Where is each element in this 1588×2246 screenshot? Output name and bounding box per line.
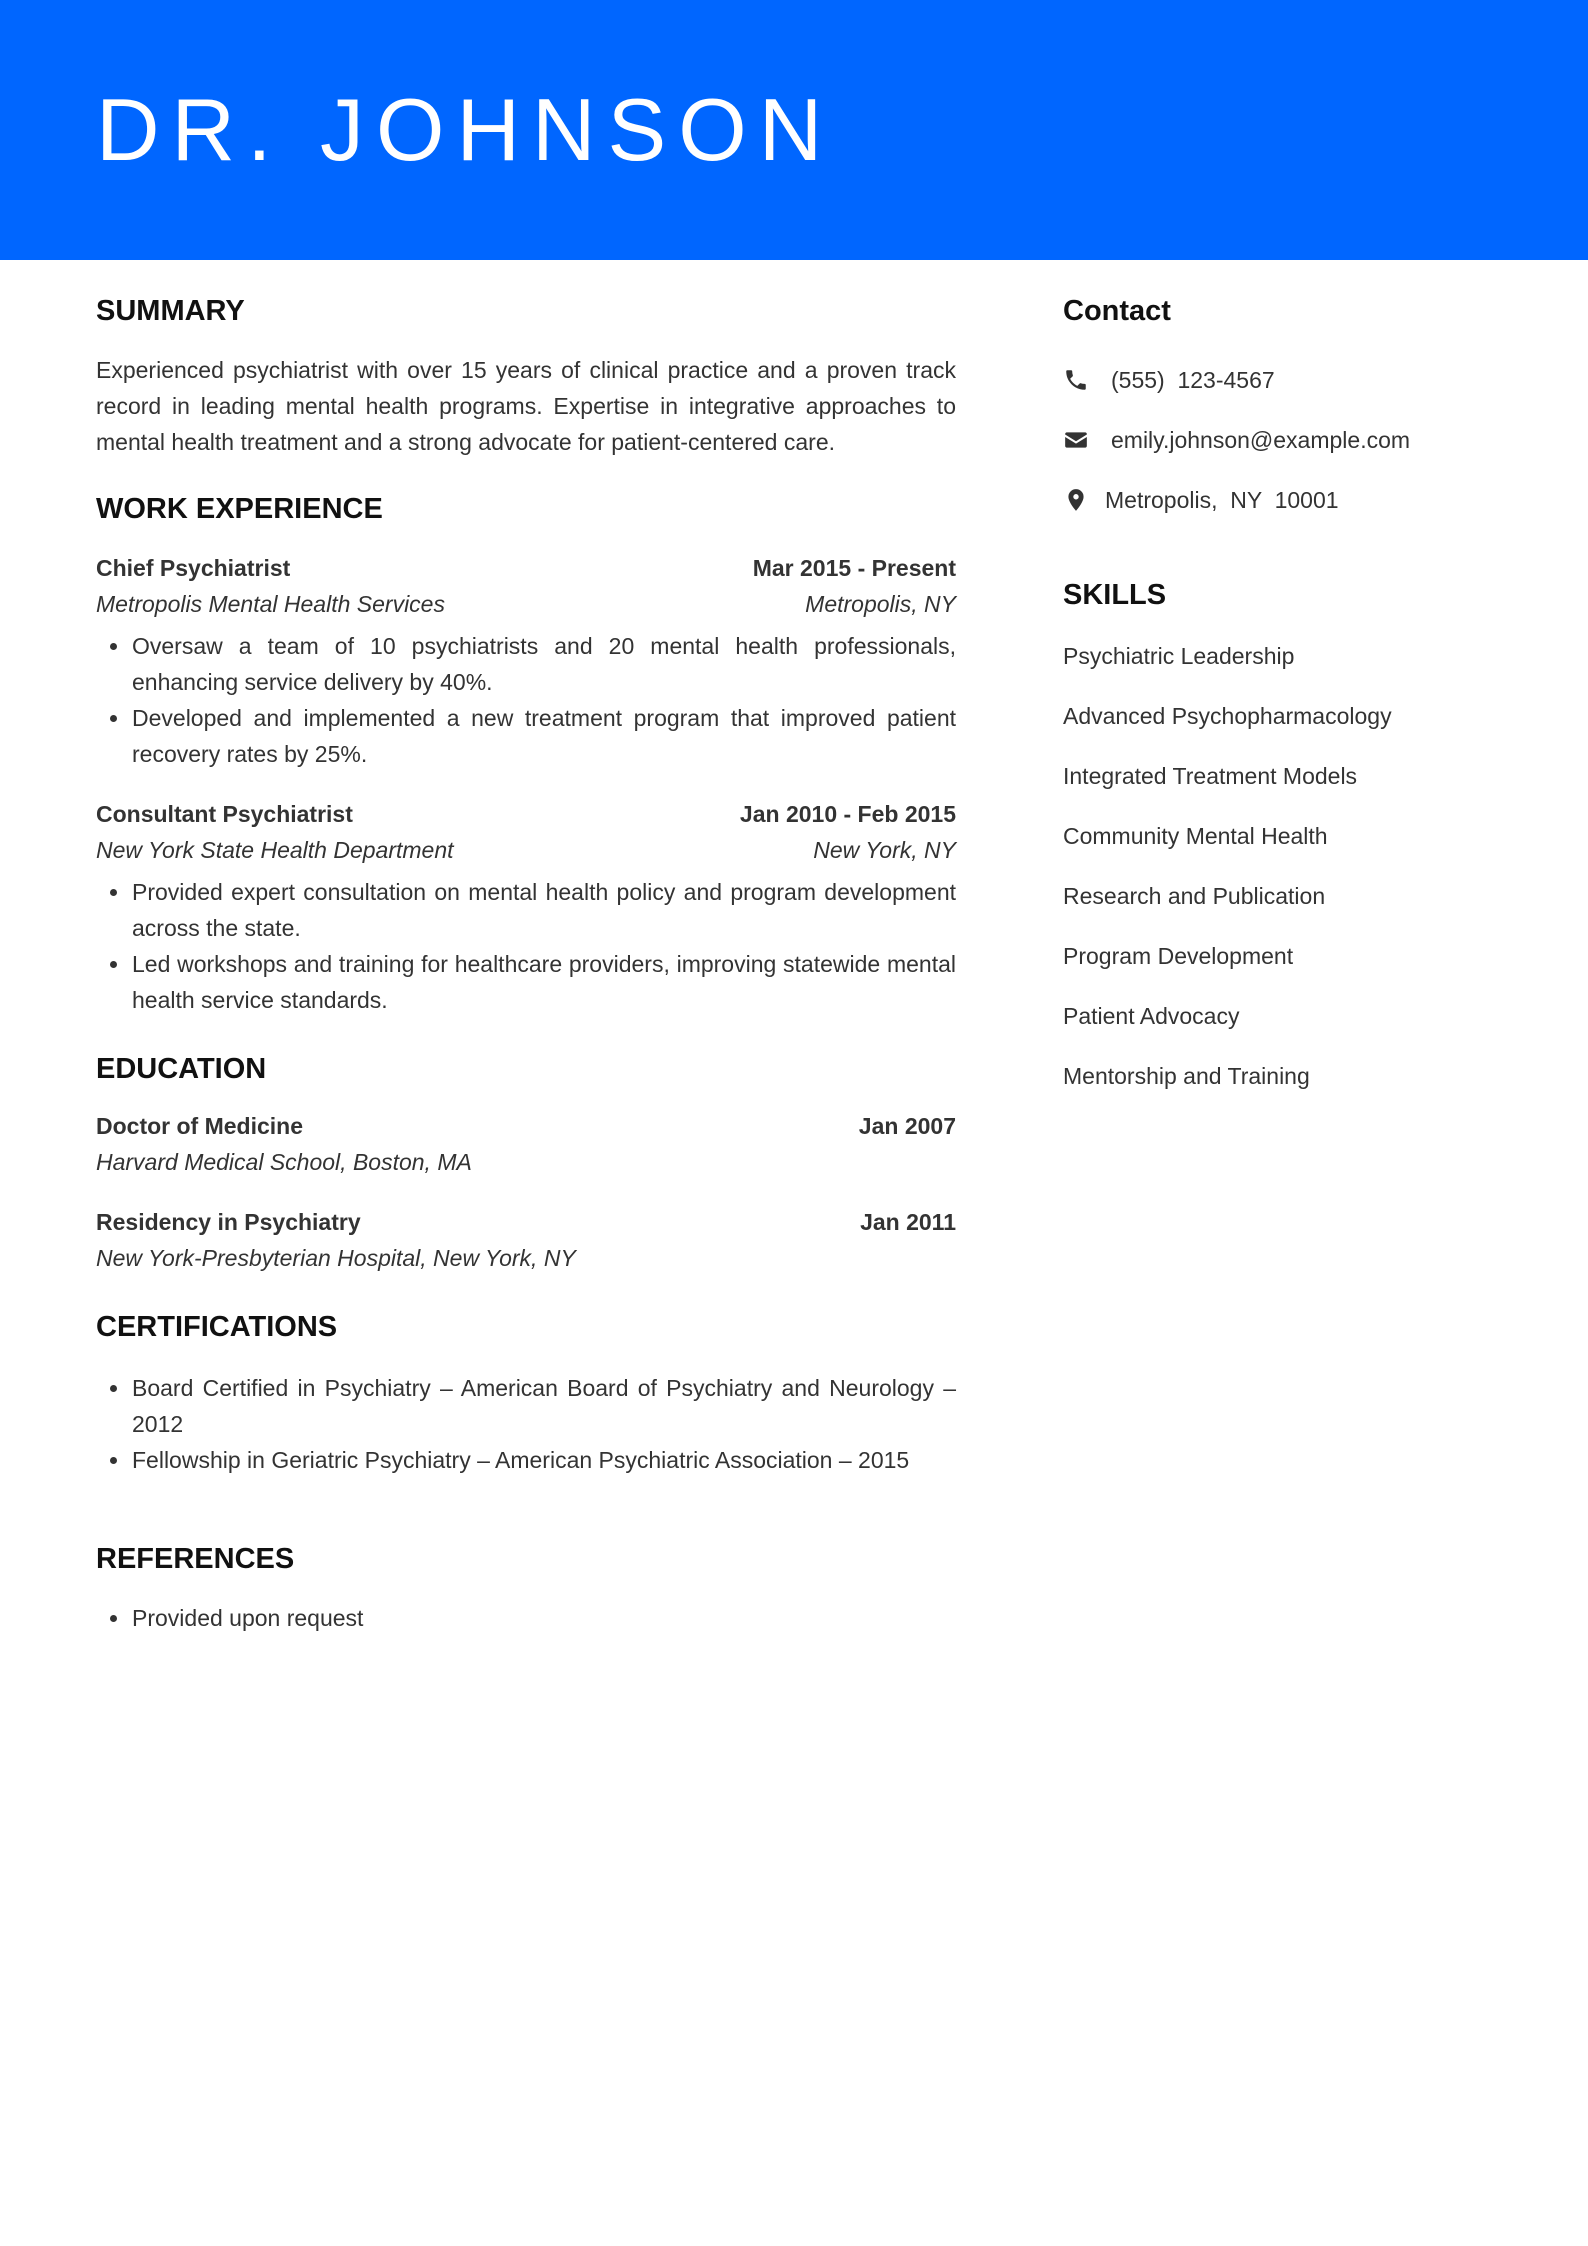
education-date: Jan 2007: [858, 1113, 956, 1139]
certifications-list: [96, 1370, 956, 1478]
work-title: WORK EXPERIENCE: [96, 493, 383, 525]
contact-phone[interactable]: [1063, 362, 1493, 398]
contact-email-text: emily.johnson@example.com: [1111, 426, 1411, 453]
job-org: Metropolis Mental Health Services: [96, 591, 445, 617]
header-banner: [0, 0, 1588, 260]
job-bullet: Led workshops and training for healthcare providers, improving statewide mental health service standards.: [96, 946, 956, 1018]
skill-item: Patient Advocacy: [1063, 1003, 1240, 1029]
skill-item: Community Mental Health: [1063, 823, 1328, 849]
contact-phone-text: (555) 123-4567: [1111, 366, 1275, 393]
job-role: Chief Psychiatrist: [96, 555, 291, 581]
certifications-section: [96, 1306, 956, 1478]
education-entry: [96, 1204, 956, 1276]
references-title: REFERENCES: [96, 1543, 295, 1575]
skills-title: SKILLS: [1063, 579, 1167, 611]
skill-item: Advanced Psychopharmacology: [1063, 703, 1392, 729]
side-column: [1063, 290, 1493, 1118]
contact-location: [1063, 482, 1493, 518]
education-title: EDUCATION: [96, 1053, 267, 1085]
main-column: [96, 290, 956, 1636]
job-bullets: [96, 874, 956, 1018]
job-entry: [96, 796, 956, 1018]
contact-title: Contact: [1063, 295, 1171, 327]
skill-item: Integrated Treatment Models: [1063, 763, 1358, 789]
references-section: [96, 1538, 956, 1636]
education-school: New York-Presbyterian Hospital, New York, NY: [96, 1245, 576, 1271]
job-entry: [96, 550, 956, 772]
job-location: New York, NY: [813, 837, 956, 863]
phone-icon: [1063, 367, 1089, 393]
summary-text: Experienced psychiatrist with over 15 years of clinical practice and a proven track record in leading mental health programs. Expertise in integrative approaches to mental health treatment and a strong advocate for patient-centered care.: [96, 357, 956, 455]
job-bullet: Developed and implemented a new treatment program that improved patient recovery rates by 25%.: [96, 700, 956, 772]
skill-item: Research and Publication: [1063, 883, 1326, 909]
skills-list: [1063, 638, 1493, 1094]
skill-item: Psychiatric Leadership: [1063, 643, 1295, 669]
skill-item: Mentorship and Training: [1063, 1063, 1310, 1089]
education-entry: [96, 1108, 956, 1180]
references-list: [96, 1600, 956, 1636]
job-org: New York State Health Department: [96, 837, 454, 863]
summary-section: [96, 290, 956, 460]
job-role: Consultant Psychiatrist: [96, 801, 353, 827]
certification-item: Fellowship in Geriatric Psychiatry – American Psychiatric Association – 2015: [96, 1442, 956, 1478]
skill-item: Program Development: [1063, 943, 1294, 969]
education-section: [96, 1048, 956, 1276]
work-section: [96, 488, 956, 1018]
job-location: Metropolis, NY: [805, 591, 956, 617]
envelope-icon: [1063, 427, 1089, 453]
education-date: Jan 2011: [860, 1209, 956, 1235]
job-bullet: Oversaw a team of 10 psychiatrists and 20 mental health professionals, enhancing service delivery by 40%.: [96, 628, 956, 700]
education-degree: Residency in Psychiatry: [96, 1209, 361, 1235]
summary-title: SUMMARY: [96, 295, 245, 327]
certification-item: Board Certified in Psychiatry – American Board of Psychiatry and Neurology – 2012: [96, 1370, 956, 1442]
contact-location-text: Metropolis, NY 10001: [1105, 486, 1339, 513]
contact-email[interactable]: [1063, 422, 1493, 458]
job-bullets: [96, 628, 956, 772]
resume-name: DR. JOHNSON: [96, 80, 835, 179]
reference-item: Provided upon request: [96, 1600, 956, 1636]
job-dates: Jan 2010 - Feb 2015: [739, 801, 956, 827]
education-school: Harvard Medical School, Boston, MA: [96, 1149, 472, 1175]
skills-section: [1063, 574, 1493, 1094]
education-degree: Doctor of Medicine: [96, 1113, 304, 1139]
certifications-title: CERTIFICATIONS: [96, 1311, 338, 1343]
job-bullet: Provided expert consultation on mental health policy and program development across the state.: [96, 874, 956, 946]
job-dates: Mar 2015 - Present: [752, 555, 956, 581]
map-pin-icon: [1063, 487, 1089, 513]
contact-section: [1063, 290, 1493, 518]
